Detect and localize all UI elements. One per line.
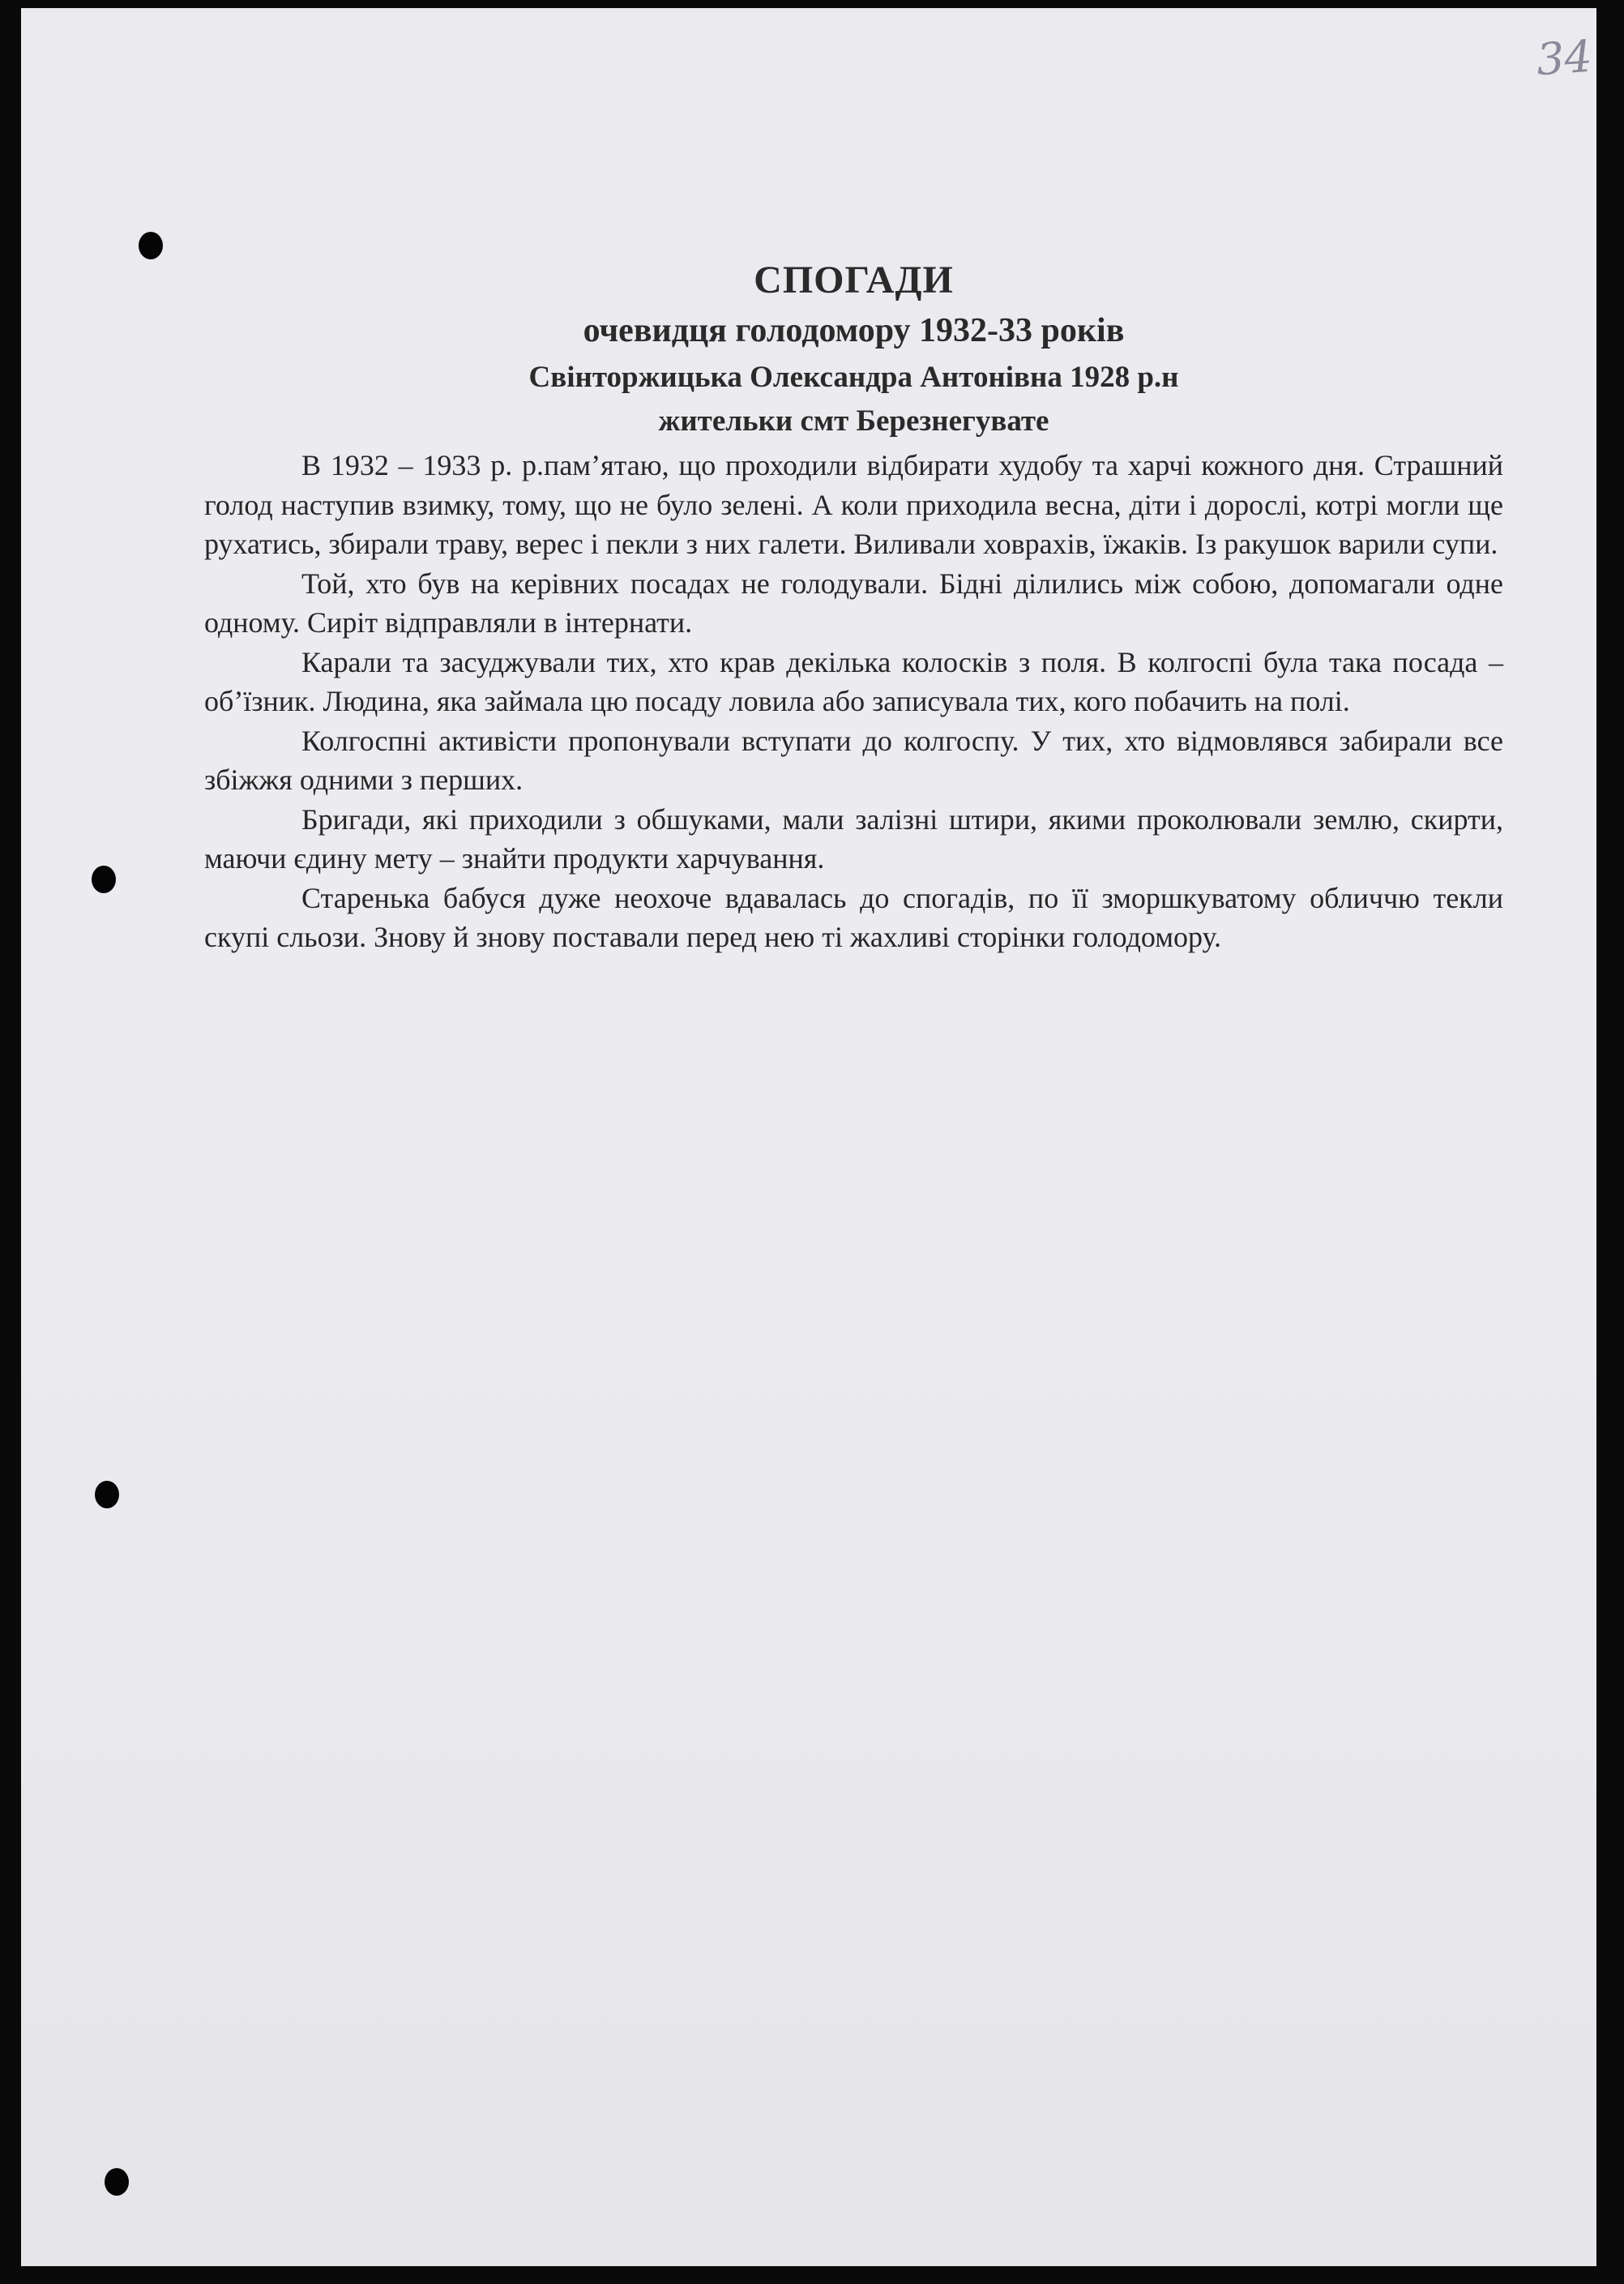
paragraph: Карали та засуджували тих, хто крав декілька колосків з поля. В колгоспі була така посада – об’їзник. Людина, яка займала цю посаду ловила або записувала тих, кого побачить на полі.: [204, 645, 1503, 717]
punch-hole: [92, 866, 116, 893]
paragraph: В 1932 – 1933 р. р.пам’ятаю, що проходили відбирати худобу та харчі кожного дня. Страшний голод наступив взимку, тому, що не було зелені. А коли приходила весна, діти і дорослі, котрі могли ще рухатись, збирали траву, верес і пекли з них галети. Виливали ховрахів, їжаків. Із ракушок варили супи.: [204, 449, 1503, 560]
punch-hole: [139, 232, 163, 259]
punch-hole: [105, 2168, 129, 2196]
document-body: [204, 446, 1503, 957]
paragraph: Той, хто був на керівних посадах не голодували. Бідні ділились між собою, допомагали одне одному. Сиріт відправляли в інтернати.: [204, 567, 1503, 639]
handwritten-page-number: 34: [1534, 30, 1594, 86]
paragraph: Старенька бабуся дуже неохоче вдавалась до спогадів, по її зморшкуватому обличчю текли скупі сльози. Знову й знову поставали перед нею ті жахливі сторінки голодомору.: [204, 881, 1503, 953]
witness-residence: жительки смт Березнегувате: [658, 404, 1049, 438]
paragraph: Колгоспні активісти пропонували вступати до колгоспу. У тих, хто відмовлявся забирали все збіжжя одними з перших.: [204, 724, 1503, 796]
document-title: СПОГАДИ: [754, 259, 954, 302]
punch-hole: [95, 1481, 119, 1508]
paragraph: Бригади, які приходили з обшуками, мали залізні штири, якими проколювали землю, скирти, маючи єдину мету – знайти продукти харчування.: [204, 802, 1503, 875]
witness-name: Свінторжицька Олександра Антонівна 1928 р.н: [528, 361, 1179, 394]
document-subtitle: очевидця голодомору 1932-33 років: [583, 312, 1125, 349]
